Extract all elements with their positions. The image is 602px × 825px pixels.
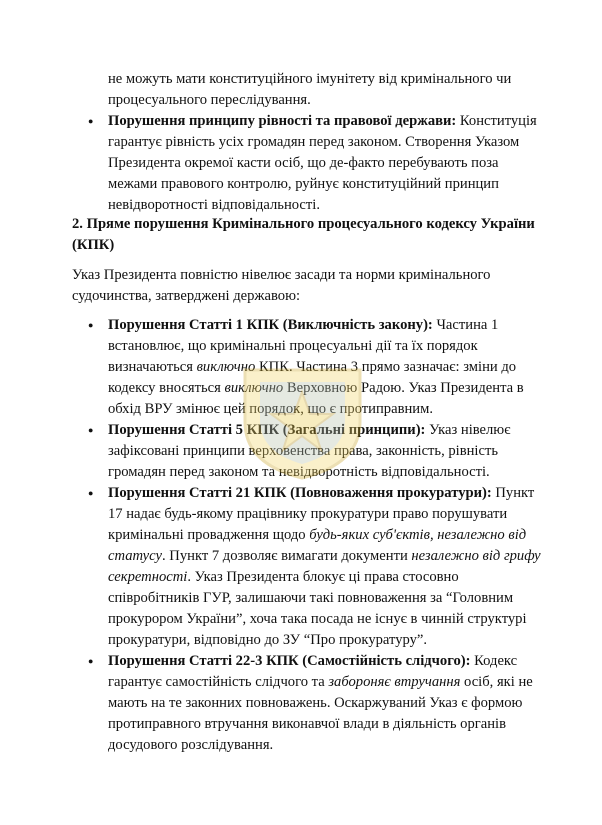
paragraph-line: гарантує самостійність слідчого та забороняє втручання осіб, які не <box>108 674 533 690</box>
paragraph-line: обхід ВРУ змінює цей порядок, що є протиправним. <box>108 401 433 417</box>
list-item-title: Порушення Статті 1 КПК (Виключність закону): <box>108 317 433 333</box>
paragraph-line: мають на те законних повноважень. Оскаржуваний Указ є формою <box>108 695 523 711</box>
paragraph-line: Президента окремої касти осіб, що де-факто перебувають поза <box>108 155 499 171</box>
bullet-icon: ● <box>88 116 94 126</box>
list-item-title: Порушення принципу рівності та правової держави: <box>108 113 457 129</box>
paragraph-line: визначаються виключно КПК. Частина 3 прямо зазначає: зміни до <box>108 359 517 375</box>
paragraph-line: процесуального переслідування. <box>108 92 311 108</box>
list-item-first-line <box>108 651 517 672</box>
paragraph-line: гарантує рівність усіх громадян перед законом. Створення Указом <box>108 134 520 150</box>
list-item-first-line <box>108 111 537 132</box>
bullet-icon: ● <box>88 425 94 435</box>
list-item-title: Порушення Статті 5 КПК (Загальні принципи): <box>108 422 426 438</box>
paragraph-line: невідворотності відповідальності. <box>108 197 320 213</box>
list-item-title: Порушення Статті 21 КПК (Повноваження прокуратури): <box>108 485 492 501</box>
paragraph-line: Указ Президента повністю нівелює засади та норми кримінального <box>72 267 491 283</box>
paragraph-line: не можуть мати конституційного імунітету від кримінального чи <box>108 71 512 87</box>
paragraph-line: кодексу вносяться виключно Верховною Радою. Указ Президента в <box>108 380 524 396</box>
list-item-first-line <box>108 315 498 336</box>
bullet-icon: ● <box>88 488 94 498</box>
paragraph-line: секретності. Указ Президента блокує ці права стосовно <box>108 569 459 585</box>
paragraph-line: судочинства, затверджені державою: <box>72 288 301 304</box>
section-heading: (КПК) <box>72 237 115 253</box>
list-item-title: Порушення Статті 22-3 КПК (Самостійність слідчого): <box>108 653 471 669</box>
list-item-text: Конституція <box>456 113 537 129</box>
bullet-icon: ● <box>88 656 94 666</box>
list-item-text: Указ нівелює <box>425 422 511 438</box>
paragraph-line: 17 надає будь-якому працівнику прокуратури право порушувати <box>108 506 508 522</box>
paragraph-line: досудового розслідування. <box>108 737 274 753</box>
paragraph-line: прокуратури, відповідно до ЗУ “Про прокуратуру”. <box>108 632 428 648</box>
paragraph-line: громадян перед законом та невідворотність відповідальності. <box>108 464 490 480</box>
list-item-text: Кодекс <box>470 653 518 669</box>
list-item-first-line <box>108 420 510 441</box>
paragraph-line: зафіксовані принципи верховенства права, законність, рівність <box>108 443 498 459</box>
list-item-text: Пункт <box>491 485 535 501</box>
paragraph-line: статусу. Пункт 7 дозволяє вимагати документи незалежно від грифу <box>108 548 541 564</box>
list-item-text: Частина 1 <box>432 317 499 333</box>
list-item-first-line <box>108 483 534 504</box>
paragraph-line: протиправного втручання виконавчої влади в діяльність органів <box>108 716 506 732</box>
bullet-icon: ● <box>88 320 94 330</box>
paragraph-line: прокурором України”, хоча така посада не існує в чинній структурі <box>108 611 527 627</box>
paragraph-line: кримінальні провадження щодо будь-яких суб'єктів, незалежно від <box>108 527 527 543</box>
paragraph-line: співробітників ГУР, залишаючи такі повноваження за “Головним <box>108 590 514 606</box>
section-heading: 2. Пряме порушення Кримінального процесуального кодексу України <box>72 216 535 232</box>
paragraph-line: межами правового контролю, руйнує конституційний принцип <box>108 176 499 192</box>
paragraph-line: встановлює, що кримінальні процесуальні дії та їх порядок <box>108 338 478 354</box>
